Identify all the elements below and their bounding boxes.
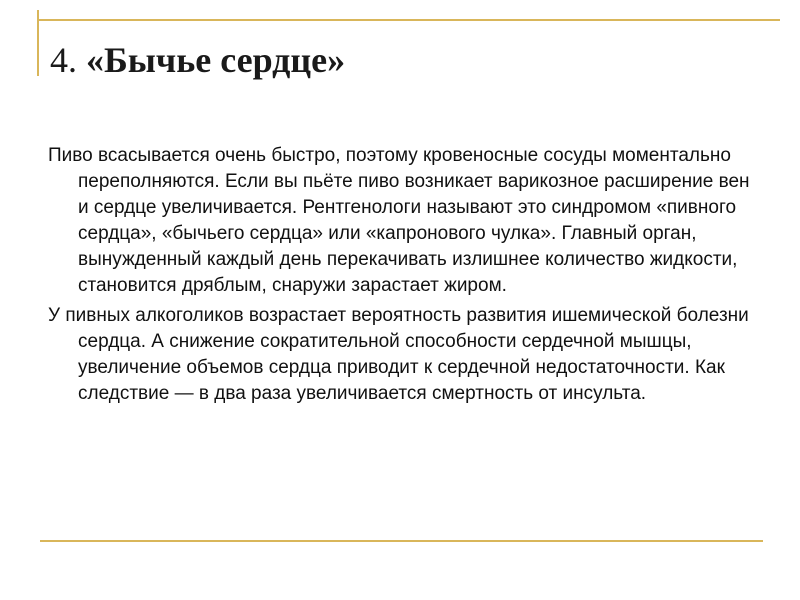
slide-title-number: 4.: [50, 40, 77, 80]
slide-body: [48, 143, 760, 411]
body-paragraph-1: Пиво всасывается очень быстро, поэтому кровеносные сосуды моментально переполняются. Если вы пьёте пиво возникает варикозное расширение вен и сердце увеличивается. Рентгенологи называют это синдромом «пивного сердца», «бычьего сердца» или «капронового чулка». Главный орган, вынужденный каждый день перекачивать излишнее количество жидкости, становится дряблым, снаружи зарастает жиром.: [48, 145, 750, 296]
slide-title-text: «Бычье сердце»: [86, 40, 346, 80]
bottom-decorative-rule: [40, 540, 763, 542]
top-decorative-rule: [37, 19, 780, 21]
body-paragraph-2: У пивных алкоголиков возрастает вероятность развития ишемической болезни сердца. А снижение сократительной способности сердечной мышцы, увеличение объемов сердца приводит к сердечной недостаточности. Как следствие — в два раза увеличивается смертность от инсульта.: [48, 305, 749, 404]
left-decorative-rule: [37, 10, 39, 76]
slide-title: [50, 38, 345, 82]
